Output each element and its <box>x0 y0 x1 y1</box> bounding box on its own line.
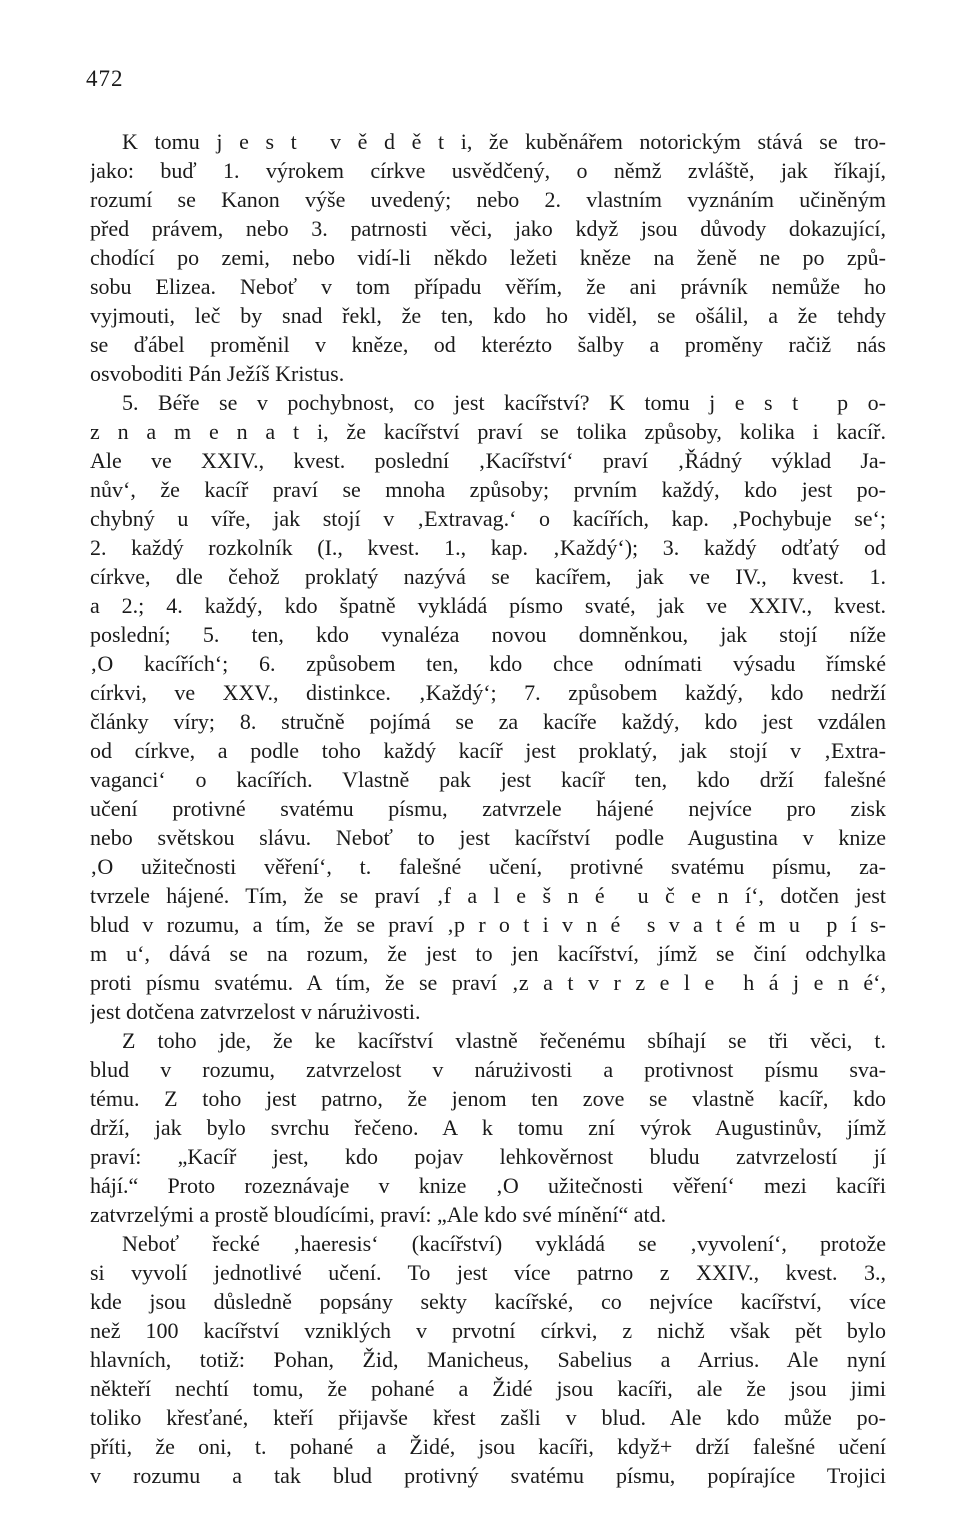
text-line: nebo světskou slávu. Neboť to jest kacířství podle Augustina v knize <box>90 825 886 850</box>
text-line: osvoboditi Pán Ježíš Kristus. <box>90 361 345 386</box>
text-line: K tomu j e s t v ě d ě t i, že kuběnářem notorickým stává se tro- <box>122 129 886 154</box>
text-line: blud v rozumu, a tím, že se praví ‚p r o t i v n é s v a t é m u p í s- <box>90 912 886 937</box>
text-line: si vyvolí jednotlivé učení. To jest více patrno z XXIV., kvest. 3., <box>90 1260 886 1285</box>
text-line: kde jsou důsledně popsány sekty kacířské, co nejvíce kacířství, více <box>90 1289 886 1314</box>
text-line: m u‘, dává se na rozum, že jest to jen kacířství, jímž se činí odchylka <box>90 941 886 966</box>
text-line: hájí.“ Proto rozeznávaje v knize ‚O užitečnosti věření‘ mezi kacíři <box>90 1173 886 1198</box>
text-line: Z toho jde, že ke kacířství vlastně řečenému sbíhají se tři věci, t. <box>122 1028 886 1053</box>
text-line: než 100 kacířství vzniklých v prvotní církvi, z nichž však pět bylo <box>90 1318 886 1343</box>
text-line: proti písmu svatému. A tím, že se praví ‚z a t v r z e l e h á j e n é‘, <box>90 970 886 995</box>
text-line: vyjmouti, leč by snad řekl, že ten, kdo ho viděl, se ošálil, a že tehdy <box>90 303 886 328</box>
text-line: 2. každý rozkolník (I., kvest. 1., kap. ‚Každý‘); 3. každý odťatý od <box>90 535 886 560</box>
text-line: hlavních, totiž: Pohan, Žid, Manicheus, Sabelius a Arrius. Ale nyní <box>90 1347 886 1372</box>
text-line: tému. Z toho jest patrno, že jenom ten zove se vlastně kacíř, kdo <box>90 1086 886 1111</box>
text-line: rozumí se Kanon výše uvedený; nebo 2. vlastním vyznáním učiněným <box>90 187 886 212</box>
text-line: vaganci‘ o kacířích. Vlastně pak jest kacíř ten, kdo drží falešné <box>90 767 886 792</box>
text-line: od církve, a podle toho každý kacíř jest proklatý, jak stojí v ‚Extra- <box>90 738 886 763</box>
text-line: tvrzele hájené. Tím, že se praví ‚f a l e š n é u č e n í‘, dotčen jest <box>90 883 886 908</box>
page-number: 472 <box>86 66 124 91</box>
text-line: chodící po zemi, nebo vidí-li někdo ležeti kněze na ženě ne po způ- <box>90 245 886 270</box>
text-line: poslední; 5. ten, kdo vynaléza novou domněnkou, jak stojí níže <box>90 622 886 647</box>
body-text <box>90 127 886 1490</box>
text-line: z n a m e n a t i, že kacířství praví se tolika způsoby, kolika i kacíř. <box>90 419 886 444</box>
text-line: Neboť řecké ‚haeresis‘ (kacířství) vykládá se ‚vyvolení‘, protože <box>122 1231 886 1256</box>
text-line: blud v rozumu, zatvrzelost v nárużivosti a protivnost písmu sva- <box>90 1057 886 1082</box>
text-line: články víry; 8. stručně pojímá se za kacíře každý, kdo jest vzdálen <box>90 709 886 734</box>
text-line: chybný u víře, jak stojí v ‚Extravag.‘ o kacířích, kap. ‚Pochybuje se‘; <box>90 506 886 531</box>
text-line: se ďábel proměnil v kněze, od kterézto šalby a proměny račiž nás <box>90 332 886 357</box>
text-line: ‚O užitečnosti věření‘, t. falešné učení, protivné svatému písmu, za- <box>90 854 886 879</box>
text-line: před právem, nebo 3. patrnosti věci, jako když jsou důvody dokazující, <box>90 216 886 241</box>
text-line: drží, jak bylo svrchu řečeno. A k tomu zní výrok Augustinův, jímž <box>90 1115 886 1140</box>
text-line: toliko křesťané, kteří přijavše křest zašli v blud. Ale kdo může po- <box>90 1405 886 1430</box>
text-line: nův‘, že kacíř praví se mnoha způsoby; prvním každý, kdo jest po- <box>90 477 886 502</box>
text-line: Ale ve XXIV., kvest. poslední ‚Kacířství‘ praví ‚Řádný výklad Ja- <box>90 448 886 473</box>
text-line: jest dotčena zatvrzelost v nárużivosti. <box>90 999 421 1024</box>
text-line: 5. Béře se v pochybnost, co jest kacířství? K tomu j e s t p o- <box>122 390 886 415</box>
text-line: a 2.; 4. každý, kdo špatně vykládá písmo svaté, jak ve XXIV., kvest. <box>90 593 886 618</box>
text-line: jako: buď 1. výrokem církve usvědčený, o němž zvláště, jak říkají, <box>90 158 886 183</box>
text-line: někteří nechtí tomu, že pohané a Židé jsou kacíři, ale že jsou jimi <box>90 1376 886 1401</box>
text-line: praví: „Kacíř jest, kdo pojav lehkověrnost bludu zatvrzelostí jí <box>90 1144 886 1169</box>
text-line: v rozumu a tak blud protivný svatému písmu, popírajíce Trojici <box>90 1463 886 1488</box>
text-line: ‚O kacířích‘; 6. způsobem ten, kdo chce odnímati výsadu římské <box>90 651 886 676</box>
text-line: učení protivné svatému písmu, zatvrzele hájené nejvíce pro zisk <box>90 796 886 821</box>
text-line: příti, že oni, t. pohané a Židé, jsou kacíři, když+ drží falešné učení <box>90 1434 886 1459</box>
text-line: sobu Elizea. Neboť v tom případu věřím, že ani právník nemůže ho <box>90 274 886 299</box>
text-line: zatvrzelými a prostě bloudícími, praví: „Ale kdo své mínění“ atd. <box>90 1202 667 1227</box>
text-line: církve, dle čehož proklatý nazývá se kacířem, jak ve IV., kvest. 1. <box>90 564 886 589</box>
text-line: církvi, ve XXV., distinkce. ‚Každý‘; 7. způsobem každý, kdo nedrží <box>90 680 886 705</box>
